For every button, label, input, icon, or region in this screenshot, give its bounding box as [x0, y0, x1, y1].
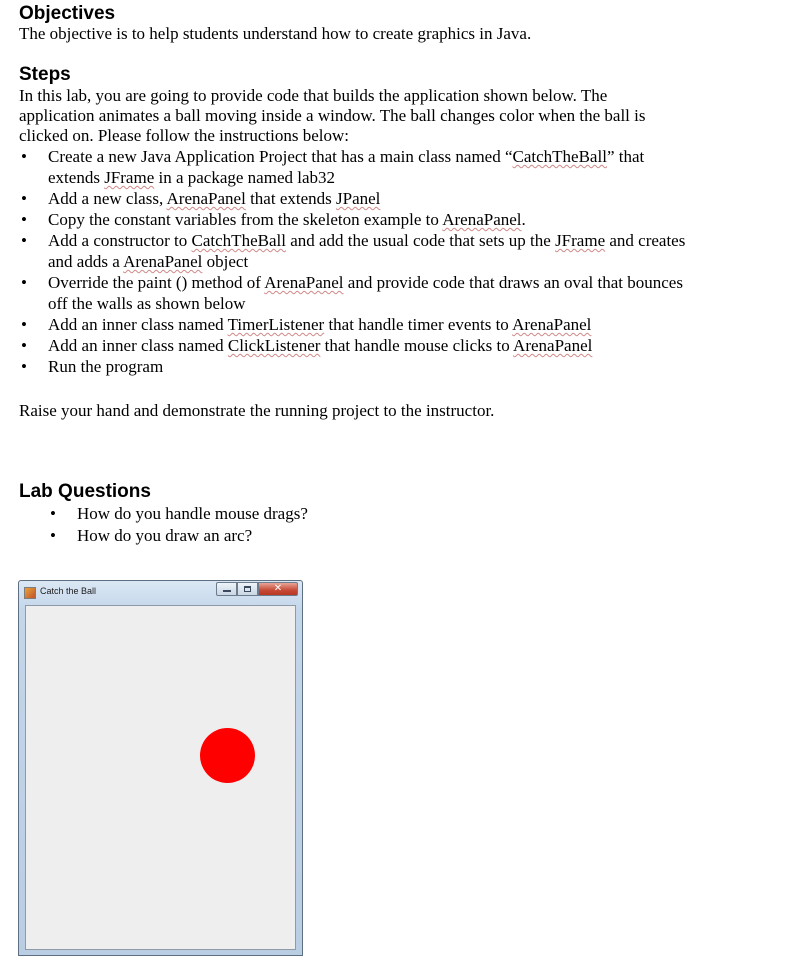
item-text: in a package named lab32 [154, 168, 336, 187]
list-item [19, 314, 739, 335]
list-item [19, 209, 739, 230]
class-name: ArenaPanel [123, 252, 203, 271]
item-text: Add a constructor to [48, 231, 192, 250]
class-name: TimerListener [227, 315, 325, 334]
class-name: ArenaPanel [513, 336, 593, 355]
item-text: Add an inner class named [48, 315, 228, 334]
item-text: and adds a [48, 252, 124, 271]
class-name: ArenaPanel [166, 189, 246, 208]
list-item [19, 188, 739, 209]
class-name: ArenaPanel [442, 210, 522, 229]
list-item [19, 356, 739, 377]
item-text: Create a new Java Application Project that has a main class named “ [48, 147, 513, 166]
item-text: Add an inner class named [48, 336, 228, 355]
arena-panel[interactable] [25, 605, 296, 950]
item-text: and add the usual code that sets up the [285, 231, 556, 250]
close-icon: ✕ [273, 583, 283, 594]
list-item: • How do you handle mouse drags? [48, 503, 308, 525]
item-text: that handle mouse clicks to [320, 336, 514, 355]
class-name: CatchTheBall [191, 231, 286, 250]
item-text: Copy the constant variables from the skeleton example to [48, 210, 443, 229]
item-text: that handle timer events to [324, 315, 513, 334]
list-item [19, 146, 739, 188]
java-app-icon [24, 587, 36, 599]
steps-list [19, 146, 739, 377]
steps-heading: Steps [19, 64, 71, 85]
window-controls [216, 582, 298, 596]
maximize-button[interactable] [237, 582, 258, 596]
closing-instruction: Raise your hand and demonstrate the running project to the instructor. [19, 401, 495, 420]
item-text: and provide code that draws an oval that bounces [343, 273, 683, 292]
list-item [19, 335, 739, 356]
list-item [19, 230, 739, 272]
class-name: CatchTheBall [512, 147, 607, 166]
catch-the-ball-window [18, 580, 303, 956]
list-item: • How do you draw an arc? [48, 525, 308, 547]
window-title: Catch the Ball [40, 586, 97, 596]
minimize-button[interactable] [216, 582, 237, 596]
steps-intro [19, 86, 645, 146]
steps-intro-line: clicked on. Please follow the instructions below: [19, 126, 350, 145]
objectives-heading: Objectives [19, 3, 116, 24]
close-button[interactable] [258, 582, 298, 596]
class-name: ClickListener [227, 336, 321, 355]
item-text: Run the program [48, 357, 164, 376]
item-text: ” that [606, 147, 645, 166]
objectives-text: The objective is to help students understand how to create graphics in Java. [19, 24, 532, 43]
item-text: that extends [245, 189, 336, 208]
class-name: JFrame [104, 168, 155, 187]
class-name: JPanel [336, 189, 381, 208]
ball[interactable] [200, 728, 255, 783]
class-name: ArenaPanel [264, 273, 344, 292]
minimize-icon [223, 590, 231, 592]
maximize-icon [244, 586, 251, 592]
item-text: off the walls as shown below [48, 294, 246, 313]
steps-intro-line: application animates a ball moving inside a window. The ball changes color when the ball is [19, 106, 646, 125]
item-text: Override the paint () method of [48, 273, 265, 292]
item-text: extends [48, 168, 105, 187]
questions-list [48, 503, 308, 547]
item-text: and creates [605, 231, 686, 250]
window-titlebar[interactable] [19, 581, 302, 605]
item-text: . [521, 210, 526, 229]
item-text: Add a new class, [48, 189, 167, 208]
class-name: ArenaPanel [512, 315, 592, 334]
lab-questions-heading: Lab Questions [19, 481, 151, 502]
item-text: object [202, 252, 249, 271]
steps-intro-line: In this lab, you are going to provide code that builds the application shown below. The [19, 86, 608, 105]
list-item [19, 272, 739, 314]
class-name: JFrame [555, 231, 606, 250]
